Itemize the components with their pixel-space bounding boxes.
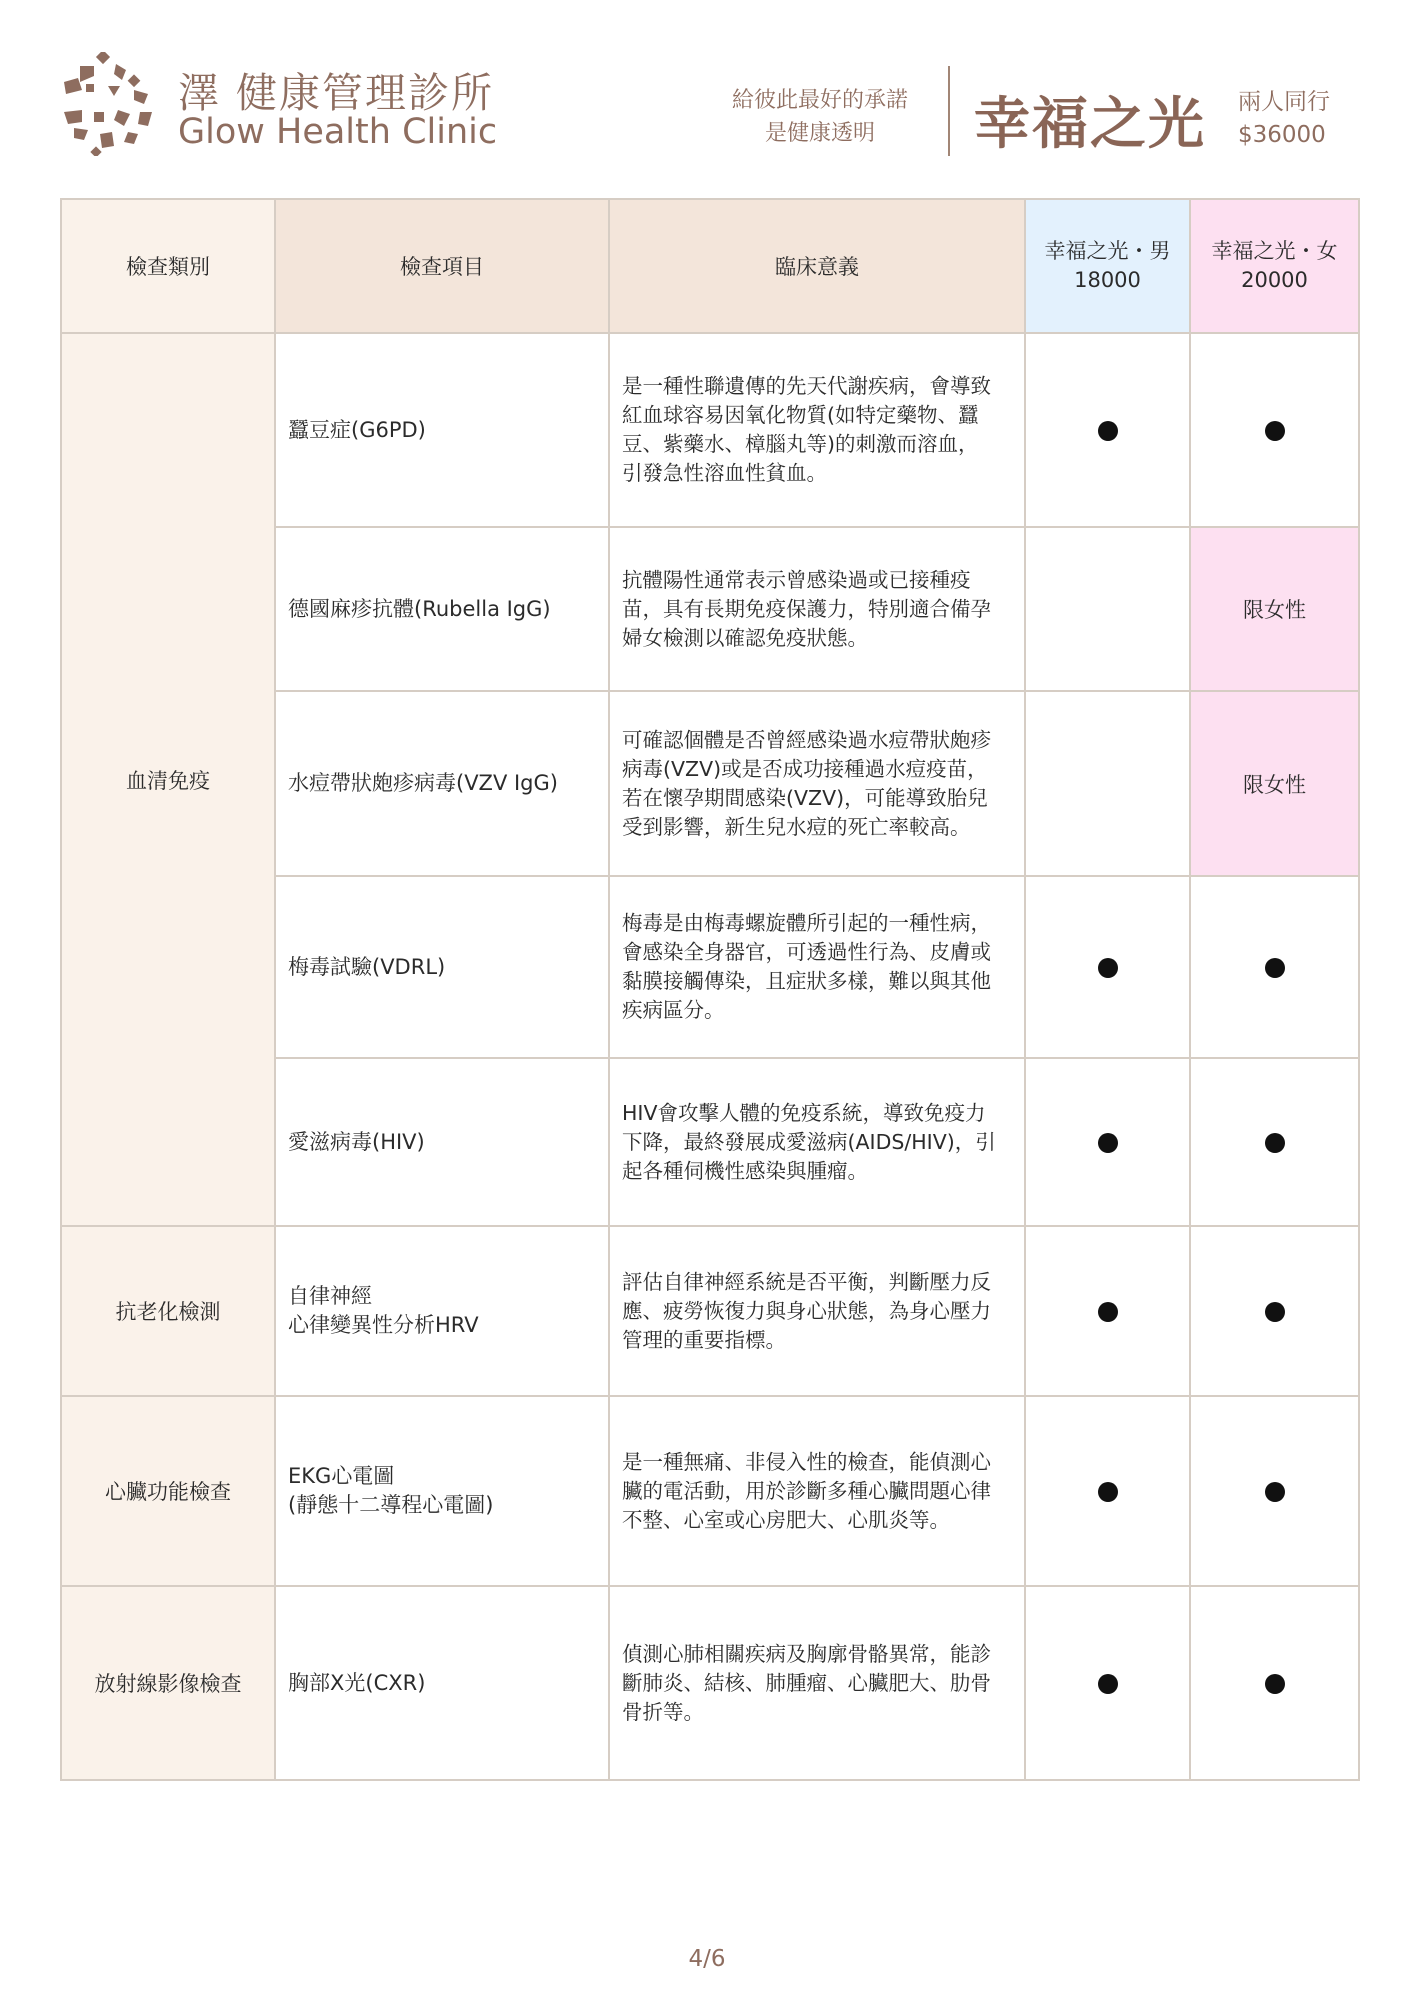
meaning-cell: [609, 1586, 1025, 1780]
male-plan-cell: [1025, 691, 1190, 876]
item-line: 胸部X光(CXR): [288, 1670, 426, 1695]
header-divider: [948, 66, 950, 156]
female-plan-cell: [1190, 876, 1359, 1058]
meaning-line: 可確認個體是否曾經感染過水痘帶狀皰疹: [622, 727, 991, 752]
col-header-meaning: 臨床意義: [609, 199, 1025, 333]
meaning-line: 病毒(VZV)或是否成功接種過水痘疫苗，: [622, 756, 988, 781]
col-header-category: 檢查類別: [61, 199, 275, 333]
meaning-line: 抗體陽性通常表示曾感染過或已接種疫: [622, 567, 971, 592]
included-dot-icon: [1265, 1133, 1285, 1153]
meaning-line: 臟的電活動，用於診斷多種心臟問題心律: [622, 1478, 991, 1503]
category-cell: 抗老化檢測: [61, 1226, 275, 1396]
item-line: 梅毒試驗(VDRL): [288, 954, 446, 979]
tagline-line: 是健康透明: [764, 121, 875, 146]
item-cell: [275, 1058, 609, 1226]
included-dot-icon: [1098, 958, 1118, 978]
male-plan-cell: [1025, 527, 1190, 691]
female-plan-cell: [1190, 1226, 1359, 1396]
meaning-line: 黏膜接觸傳染，且症狀多樣，難以與其他: [622, 969, 991, 993]
item-cell: [275, 1396, 609, 1586]
female-plan-name: 幸福之光・女: [1211, 239, 1338, 263]
meaning-line: 起各種伺機性感染與腫瘤。: [622, 1158, 868, 1183]
col-header-female: [1190, 199, 1359, 333]
brand-name-zh: 澤 健康管理診所: [178, 69, 495, 117]
item-cell: [275, 1586, 609, 1780]
item-line: EKG心電圖: [288, 1464, 395, 1488]
meaning-line: 豆、紫藥水、樟腦丸等)的刺激而溶血，: [622, 432, 979, 456]
tagline: [700, 84, 940, 150]
page-number: 4/6: [688, 1946, 726, 1972]
meaning-line: 受到影響，新生兒水痘的死亡率較高。: [622, 814, 971, 839]
item-line: 自律神經: [288, 1284, 372, 1308]
meaning-line: 骨折等。: [622, 1699, 704, 1724]
item-line: 心律變異性分析HRV: [288, 1313, 479, 1337]
meaning-cell: [609, 333, 1025, 527]
package-price: $36000: [1238, 122, 1326, 148]
package-note-line: 兩人同行: [1238, 89, 1330, 115]
meaning-line: 斷肺炎、結核、肺腫瘤、心臟肥大、肋骨: [622, 1670, 991, 1695]
clinic-logo-icon: [64, 52, 152, 156]
included-dot-icon: [1265, 958, 1285, 978]
col-header-item: 檢查項目: [275, 199, 609, 333]
male-plan-name: 幸福之光・男: [1044, 239, 1171, 263]
meaning-cell: [609, 527, 1025, 691]
item-cell: [275, 527, 609, 691]
female-plan-cell: 限女性: [1190, 527, 1359, 691]
item-line: 愛滋病毒(HIV): [288, 1129, 425, 1154]
item-cell: [275, 876, 609, 1058]
item-cell: [275, 333, 609, 527]
female-plan-cell: 限女性: [1190, 691, 1359, 876]
meaning-line: 不整、心室或心房肥大、心肌炎等。: [622, 1507, 950, 1532]
meaning-cell: [609, 1396, 1025, 1586]
meaning-line: 下降，最終發展成愛滋病(AIDS/HIV)，引: [622, 1129, 996, 1154]
included-dot-icon: [1265, 421, 1285, 441]
meaning-line: 引發急性溶血性貧血。: [622, 461, 827, 485]
tagline-line: 給彼此最好的承諾: [731, 88, 908, 113]
female-plan-cell: [1190, 1058, 1359, 1226]
table-row: [61, 1396, 1359, 1586]
table-header-row: [61, 199, 1359, 333]
included-dot-icon: [1265, 1302, 1285, 1322]
meaning-line: 若在懷孕期間感染(VZV)，可能導致胎兒: [622, 785, 988, 810]
meaning-line: HIV會攻擊人體的免疫系統，導致免疫力: [622, 1100, 986, 1125]
item-line: 水痘帶狀皰疹病毒(VZV IgG): [288, 771, 558, 795]
male-plan-cell: [1025, 333, 1190, 527]
meaning-cell: [609, 876, 1025, 1058]
col-header-male: [1025, 199, 1190, 333]
included-dot-icon: [1098, 1133, 1118, 1153]
meaning-cell: [609, 1058, 1025, 1226]
meaning-line: 苗，具有長期免疫保護力，特別適合備孕: [622, 596, 991, 621]
meaning-line: 是一種無痛、非侵入性的檢查，能偵測心: [622, 1449, 991, 1474]
female-plan-cell: [1190, 1586, 1359, 1780]
male-plan-cell: [1025, 876, 1190, 1058]
category-cell: 心臟功能檢查: [61, 1396, 275, 1586]
meaning-line: 紅血球容易因氧化物質(如特定藥物、蠶: [622, 403, 979, 427]
meaning-line: 婦女檢測以確認免疫狀態。: [622, 625, 868, 650]
male-plan-cell: [1025, 1586, 1190, 1780]
female-plan-cell: [1190, 333, 1359, 527]
package-name: 幸福之光: [974, 92, 1206, 157]
meaning-cell: [609, 691, 1025, 876]
table-row: [61, 1226, 1359, 1396]
female-plan-cell: [1190, 1396, 1359, 1586]
meaning-line: 疾病區分。: [622, 998, 725, 1022]
package-note: [1238, 86, 1330, 152]
meaning-line: 是一種性聯遺傳的先天代謝疾病，會導致: [622, 374, 991, 398]
item-line: (靜態十二導程心電圖): [288, 1493, 494, 1517]
table-row: [61, 1586, 1359, 1780]
included-dot-icon: [1098, 1674, 1118, 1694]
included-dot-icon: [1265, 1482, 1285, 1502]
category-cell: 血清免疫: [61, 333, 275, 1226]
included-dot-icon: [1098, 421, 1118, 441]
included-dot-icon: [1098, 1302, 1118, 1322]
included-dot-icon: [1265, 1674, 1285, 1694]
male-plan-cell: [1025, 1058, 1190, 1226]
item-line: 蠶豆症(G6PD): [288, 417, 426, 442]
included-dot-icon: [1098, 1482, 1118, 1502]
female-plan-price: 20000: [1241, 268, 1308, 292]
meaning-line: 梅毒是由梅毒螺旋體所引起的一種性病，: [622, 911, 991, 935]
meaning-line: 管理的重要指標。: [622, 1327, 786, 1352]
male-plan-cell: [1025, 1226, 1190, 1396]
meaning-line: 偵測心肺相關疾病及胸廓骨骼異常，能診: [622, 1641, 991, 1666]
category-cell: 放射線影像檢查: [61, 1586, 275, 1780]
meaning-cell: [609, 1226, 1025, 1396]
meaning-line: 應、疲勞恢復力與身心狀態，為身心壓力: [622, 1298, 991, 1323]
table-row: [61, 333, 1359, 527]
item-cell: [275, 691, 609, 876]
male-plan-price: 18000: [1074, 268, 1141, 292]
brand-name-en: Glow Health Clinic: [178, 112, 498, 152]
meaning-line: 會感染全身器官，可透過性行為、皮膚或: [622, 940, 991, 964]
item-cell: [275, 1226, 609, 1396]
exam-table: [60, 198, 1360, 1781]
male-plan-cell: [1025, 1396, 1190, 1586]
item-line: 德國麻疹抗體(Rubella IgG): [288, 596, 551, 621]
meaning-line: 評估自律神經系統是否平衡，判斷壓力反: [622, 1269, 991, 1294]
